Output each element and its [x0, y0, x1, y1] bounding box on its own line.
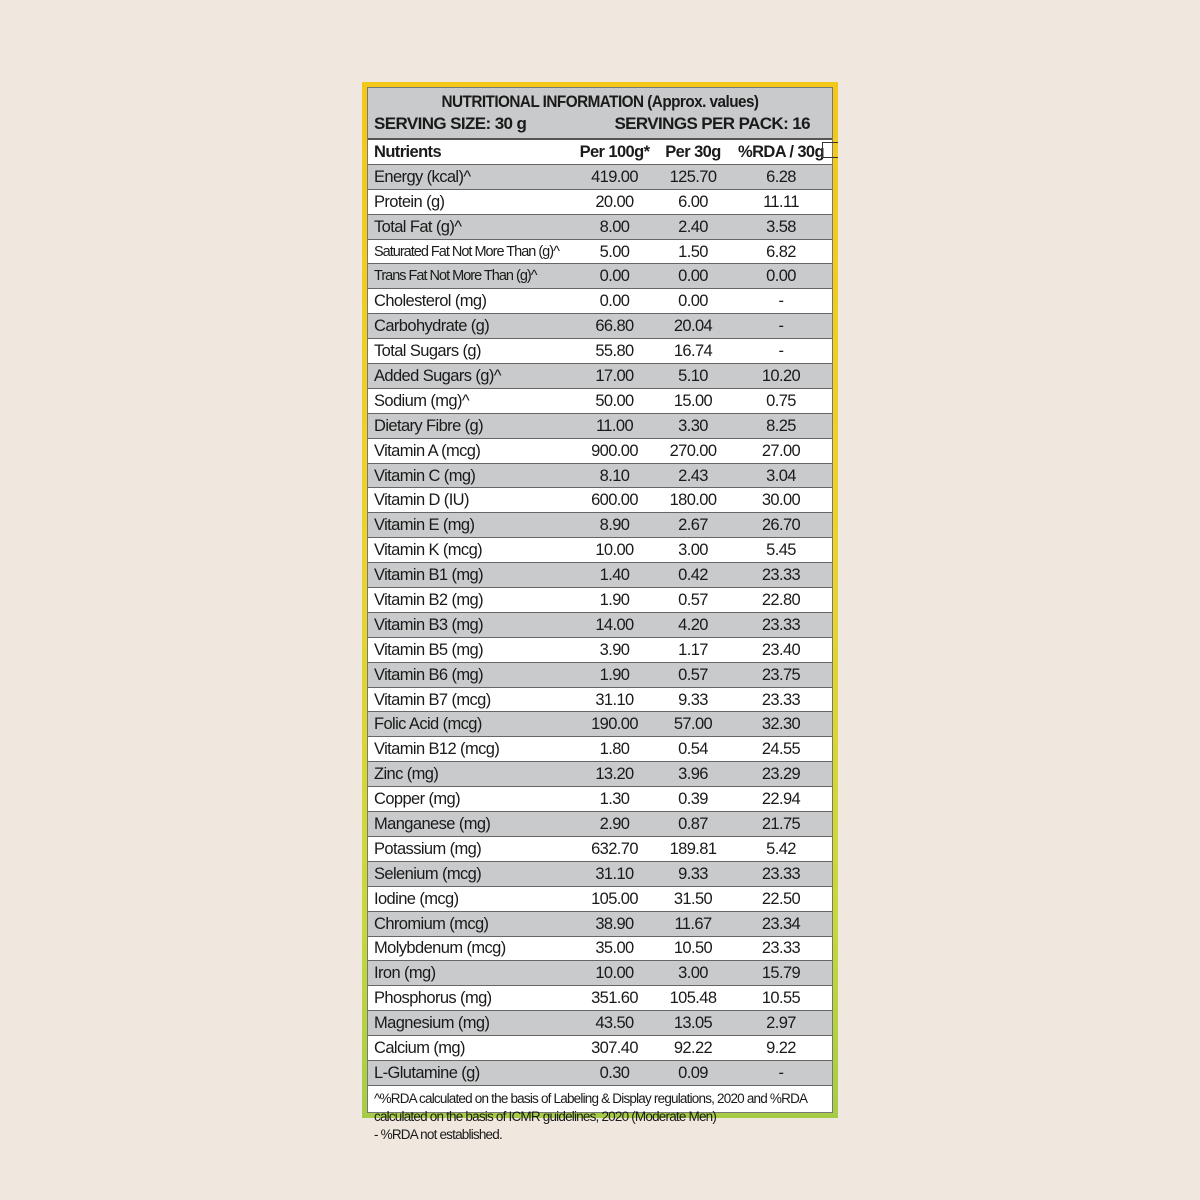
- table-row: [368, 513, 832, 538]
- value-per100g: 17.00: [573, 364, 656, 389]
- value-per100g: 35.00: [573, 936, 656, 961]
- table-row: [368, 787, 832, 812]
- value-rda: 0.00: [730, 264, 832, 289]
- value-per30g: 180.00: [656, 488, 730, 513]
- label-header: [368, 88, 832, 140]
- value-per100g: 0.00: [573, 264, 656, 289]
- table-row: [368, 886, 832, 911]
- value-per100g: 0.30: [573, 1060, 656, 1085]
- value-per30g: 2.43: [656, 463, 730, 488]
- value-per100g: 0.00: [573, 289, 656, 314]
- table-row: [368, 438, 832, 463]
- nutrient-name: Vitamin B6 (mg): [368, 662, 573, 687]
- table-row: [368, 563, 832, 588]
- table-row: [368, 737, 832, 762]
- nutrient-name: Copper (mg): [368, 787, 573, 812]
- value-per100g: 66.80: [573, 314, 656, 339]
- value-per100g: 190.00: [573, 712, 656, 737]
- value-per30g: 3.96: [656, 762, 730, 787]
- value-per100g: 10.00: [573, 961, 656, 986]
- label-title: NUTRITIONAL INFORMATION (Approx. values): [441, 92, 759, 111]
- table-row: [368, 812, 832, 837]
- value-per30g: 189.81: [656, 836, 730, 861]
- value-per30g: 0.87: [656, 812, 730, 837]
- value-rda: 6.82: [730, 239, 832, 264]
- value-rda: 23.33: [730, 861, 832, 886]
- value-rda: 26.70: [730, 513, 832, 538]
- value-rda: 24.55: [730, 737, 832, 762]
- value-rda: 11.11: [730, 189, 832, 214]
- nutrient-name: Vitamin B12 (mcg): [368, 737, 573, 762]
- table-row: [368, 264, 832, 289]
- nutrient-name: Total Sugars (g): [368, 339, 573, 364]
- value-per100g: 900.00: [573, 438, 656, 463]
- nutrient-name: Vitamin B7 (mcg): [368, 687, 573, 712]
- value-per100g: 1.30: [573, 787, 656, 812]
- value-per100g: 632.70: [573, 836, 656, 861]
- nutrient-name: Added Sugars (g)^: [368, 364, 573, 389]
- nutrient-name: Total Fat (g)^: [368, 214, 573, 239]
- footnote-line: calculated on the basis of ICMR guidelines, 2020 (Moderate Men): [374, 1108, 717, 1124]
- value-per100g: 20.00: [573, 189, 656, 214]
- table-row: [368, 1060, 832, 1085]
- value-per30g: 3.00: [656, 961, 730, 986]
- value-per30g: 9.33: [656, 861, 730, 886]
- nutrient-name: Magnesium (mg): [368, 1011, 573, 1036]
- value-rda: 23.40: [730, 637, 832, 662]
- table-row: [368, 189, 832, 214]
- value-per100g: 55.80: [573, 339, 656, 364]
- nutrient-name: Vitamin K (mcg): [368, 538, 573, 563]
- value-per100g: 5.00: [573, 239, 656, 264]
- nutrient-name: Chromium (mcg): [368, 911, 573, 936]
- nutrient-name: Phosphorus (mg): [368, 986, 573, 1011]
- nutrient-name: Iodine (mcg): [368, 886, 573, 911]
- value-per30g: 105.48: [656, 986, 730, 1011]
- table-row: [368, 314, 832, 339]
- nutrient-name: Potassium (mg): [368, 836, 573, 861]
- nutrition-table: [368, 140, 832, 1086]
- table-row: [368, 936, 832, 961]
- value-per30g: 1.17: [656, 637, 730, 662]
- table-row: [368, 911, 832, 936]
- nutrient-name: Protein (g): [368, 189, 573, 214]
- value-per100g: 10.00: [573, 538, 656, 563]
- column-header-rda: %RDA / 30g: [730, 140, 832, 164]
- value-rda: 9.22: [730, 1036, 832, 1061]
- value-per30g: 15.00: [656, 388, 730, 413]
- table-header-row: [368, 140, 832, 164]
- value-per30g: 10.50: [656, 936, 730, 961]
- table-row: [368, 164, 832, 189]
- table-row: [368, 239, 832, 264]
- table-row: [368, 687, 832, 712]
- value-per30g: 31.50: [656, 886, 730, 911]
- value-per30g: 9.33: [656, 687, 730, 712]
- value-rda: 6.28: [730, 164, 832, 189]
- value-rda: 10.20: [730, 364, 832, 389]
- nutrient-name: Vitamin A (mcg): [368, 438, 573, 463]
- value-rda: 23.75: [730, 662, 832, 687]
- nutrient-name: Folic Acid (mcg): [368, 712, 573, 737]
- nutrient-name: Iron (mg): [368, 961, 573, 986]
- value-rda: 5.42: [730, 836, 832, 861]
- table-row: [368, 463, 832, 488]
- value-rda: 5.45: [730, 538, 832, 563]
- nutrient-name: Molybdenum (mcg): [368, 936, 573, 961]
- table-row: [368, 339, 832, 364]
- footnote: [368, 1086, 832, 1144]
- value-rda: 22.80: [730, 588, 832, 613]
- value-per30g: 20.04: [656, 314, 730, 339]
- value-rda: 22.94: [730, 787, 832, 812]
- value-per100g: 43.50: [573, 1011, 656, 1036]
- table-row: [368, 836, 832, 861]
- value-per100g: 38.90: [573, 911, 656, 936]
- value-per30g: 3.30: [656, 413, 730, 438]
- value-per100g: 31.10: [573, 861, 656, 886]
- table-row: [368, 1036, 832, 1061]
- nutrient-name: Cholesterol (mg): [368, 289, 573, 314]
- nutrition-label: [367, 87, 833, 1142]
- value-rda: 3.04: [730, 463, 832, 488]
- value-per100g: 351.60: [573, 986, 656, 1011]
- value-rda: 32.30: [730, 712, 832, 737]
- value-rda: -: [730, 289, 832, 314]
- nutrient-name: Vitamin C (mg): [368, 463, 573, 488]
- nutrient-name: Energy (kcal)^: [368, 164, 573, 189]
- value-rda: 23.33: [730, 687, 832, 712]
- value-per30g: 57.00: [656, 712, 730, 737]
- value-rda: 10.55: [730, 986, 832, 1011]
- nutrient-name: Vitamin D (IU): [368, 488, 573, 513]
- value-rda: -: [730, 1060, 832, 1085]
- value-rda: 2.97: [730, 1011, 832, 1036]
- value-per100g: 105.00: [573, 886, 656, 911]
- value-per100g: 2.90: [573, 812, 656, 837]
- nutrient-name: Vitamin E (mg): [368, 513, 573, 538]
- value-per30g: 0.42: [656, 563, 730, 588]
- value-rda: 23.34: [730, 911, 832, 936]
- table-row: [368, 588, 832, 613]
- value-rda: 8.25: [730, 413, 832, 438]
- nutrient-name: Dietary Fibre (g): [368, 413, 573, 438]
- value-per30g: 16.74: [656, 339, 730, 364]
- table-row: [368, 214, 832, 239]
- footnote-line: ^%RDA calculated on the basis of Labeling & Display regulations, 2020 and %RDA: [374, 1090, 808, 1106]
- value-per100g: 1.80: [573, 737, 656, 762]
- value-rda: 23.33: [730, 612, 832, 637]
- value-per30g: 0.00: [656, 289, 730, 314]
- value-rda: 23.29: [730, 762, 832, 787]
- value-per100g: 31.10: [573, 687, 656, 712]
- value-per100g: 1.90: [573, 588, 656, 613]
- table-row: [368, 861, 832, 886]
- table-row: [368, 762, 832, 787]
- table-row: [368, 538, 832, 563]
- value-per30g: 13.05: [656, 1011, 730, 1036]
- value-per30g: 5.10: [656, 364, 730, 389]
- value-per30g: 0.54: [656, 737, 730, 762]
- value-per100g: 3.90: [573, 637, 656, 662]
- value-rda: -: [730, 339, 832, 364]
- nutrient-name: Manganese (mg): [368, 812, 573, 837]
- nutrient-name: Selenium (mcg): [368, 861, 573, 886]
- nutrient-name: Saturated Fat Not More Than (g)^: [368, 239, 573, 264]
- serving-size: SERVING SIZE: 30 g: [374, 114, 527, 133]
- value-per100g: 8.90: [573, 513, 656, 538]
- value-per100g: 8.00: [573, 214, 656, 239]
- nutrient-name: Sodium (mg)^: [368, 388, 573, 413]
- value-per100g: 11.00: [573, 413, 656, 438]
- value-rda: 22.50: [730, 886, 832, 911]
- nutrient-name: Vitamin B1 (mg): [368, 563, 573, 588]
- value-per30g: 125.70: [656, 164, 730, 189]
- value-rda: 23.33: [730, 936, 832, 961]
- value-per30g: 2.40: [656, 214, 730, 239]
- table-row: [368, 1011, 832, 1036]
- bracket-mark: [822, 142, 838, 158]
- value-per30g: 4.20: [656, 612, 730, 637]
- table-row: [368, 961, 832, 986]
- value-rda: 30.00: [730, 488, 832, 513]
- value-per30g: 3.00: [656, 538, 730, 563]
- value-per100g: 600.00: [573, 488, 656, 513]
- value-per30g: 0.39: [656, 787, 730, 812]
- nutrient-name: Zinc (mg): [368, 762, 573, 787]
- value-per100g: 1.90: [573, 662, 656, 687]
- value-per30g: 0.57: [656, 662, 730, 687]
- table-row: [368, 289, 832, 314]
- table-row: [368, 662, 832, 687]
- value-per100g: 13.20: [573, 762, 656, 787]
- column-header-nutrient: Nutrients: [368, 140, 573, 164]
- value-per30g: 1.50: [656, 239, 730, 264]
- table-row: [368, 413, 832, 438]
- column-header-per100: Per 100g*: [573, 140, 656, 164]
- value-per100g: 14.00: [573, 612, 656, 637]
- value-per100g: 50.00: [573, 388, 656, 413]
- value-rda: 23.33: [730, 563, 832, 588]
- value-rda: -: [730, 314, 832, 339]
- value-rda: 0.75: [730, 388, 832, 413]
- table-row: [368, 986, 832, 1011]
- value-per100g: 419.00: [573, 164, 656, 189]
- column-header-per30: Per 30g: [656, 140, 730, 164]
- table-row: [368, 637, 832, 662]
- nutrient-name: Vitamin B3 (mg): [368, 612, 573, 637]
- table-row: [368, 388, 832, 413]
- value-per30g: 0.00: [656, 264, 730, 289]
- nutrient-name: Calcium (mg): [368, 1036, 573, 1061]
- nutrient-name: Carbohydrate (g): [368, 314, 573, 339]
- value-per30g: 0.09: [656, 1060, 730, 1085]
- value-per30g: 11.67: [656, 911, 730, 936]
- value-rda: 21.75: [730, 812, 832, 837]
- table-body: [368, 164, 832, 1085]
- value-rda: 27.00: [730, 438, 832, 463]
- value-per30g: 270.00: [656, 438, 730, 463]
- value-per100g: 1.40: [573, 563, 656, 588]
- nutrient-name: Vitamin B2 (mg): [368, 588, 573, 613]
- value-per30g: 6.00: [656, 189, 730, 214]
- footnote-line: - %RDA not established.: [374, 1126, 502, 1142]
- value-per100g: 8.10: [573, 463, 656, 488]
- table-row: [368, 364, 832, 389]
- value-per100g: 307.40: [573, 1036, 656, 1061]
- table-row: [368, 612, 832, 637]
- value-per30g: 0.57: [656, 588, 730, 613]
- table-row: [368, 712, 832, 737]
- nutrient-name: L-Glutamine (g): [368, 1060, 573, 1085]
- nutrient-name: Trans Fat Not More Than (g)^: [368, 264, 573, 289]
- value-per30g: 92.22: [656, 1036, 730, 1061]
- servings-per-pack: SERVINGS PER PACK: 16: [614, 114, 810, 133]
- nutrition-label-frame: [362, 82, 838, 1142]
- value-per30g: 2.67: [656, 513, 730, 538]
- table-row: [368, 488, 832, 513]
- nutrient-name: Vitamin B5 (mg): [368, 637, 573, 662]
- serving-row: [368, 112, 832, 135]
- value-rda: 3.58: [730, 214, 832, 239]
- value-rda: 15.79: [730, 961, 832, 986]
